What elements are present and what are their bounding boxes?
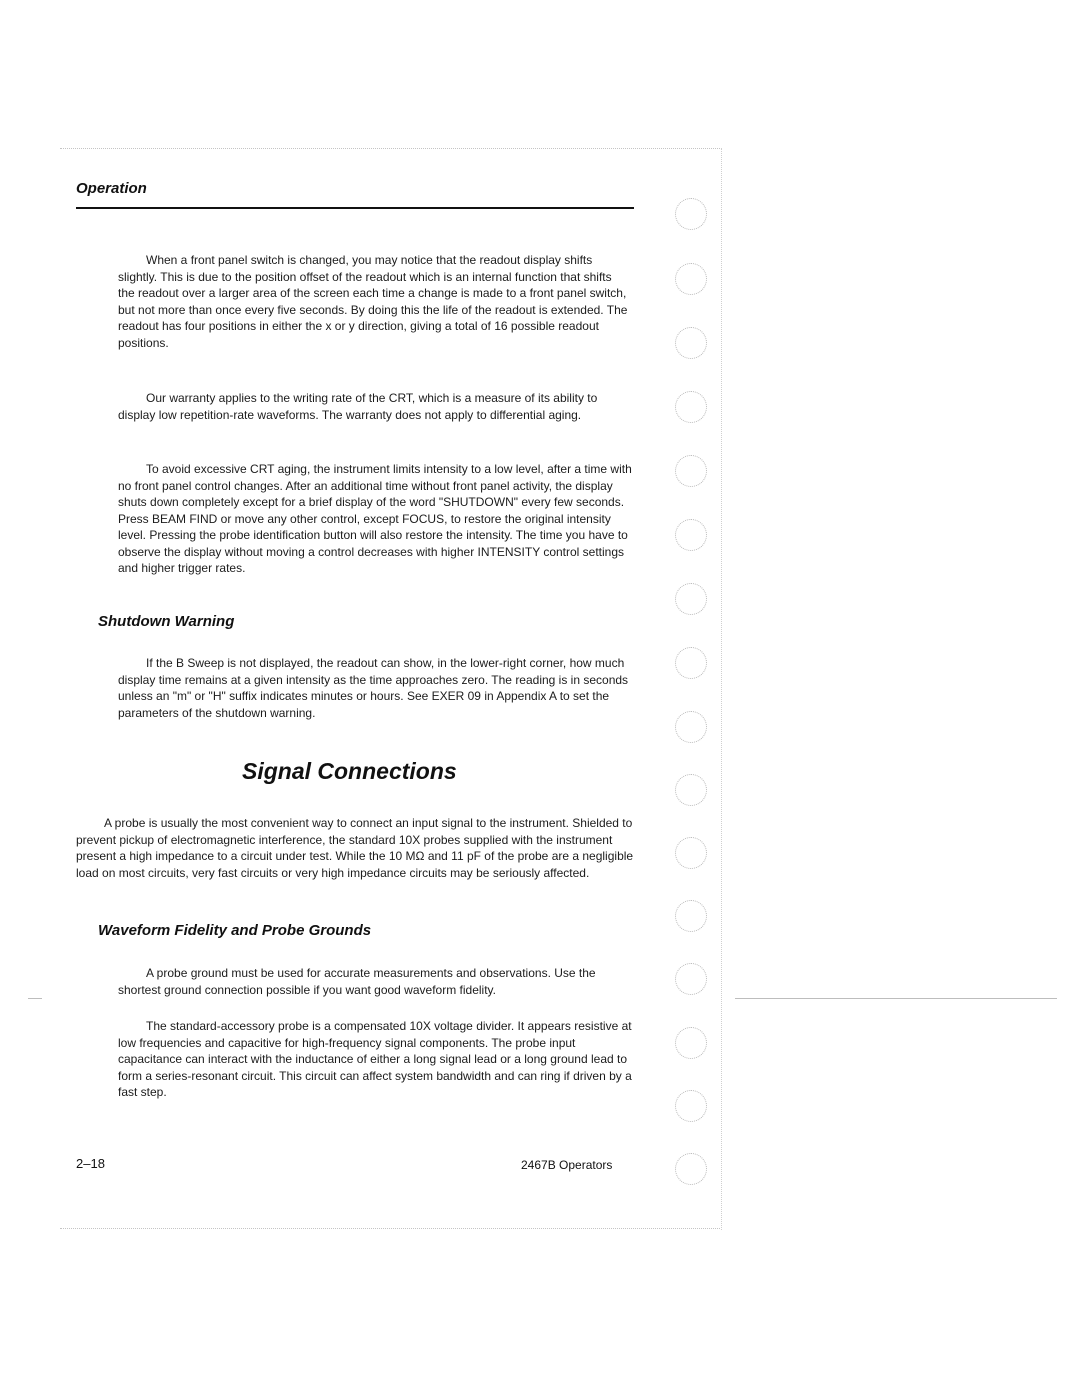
- paragraph-probe: A probe is usually the most convenient way to connect an input signal to the instrument. Shielded to prevent pickup of electromagnetic interference, the standard 10X probes supplied with the instrument present a high impedance to a circuit under test. While the 10 MΩ and 11 pF of the probe are a negligible load on most circuits, very fast circuits or very high impedance circuits may be seriously affected.: [76, 816, 634, 880]
- header-rule: [76, 207, 634, 209]
- binder-hole: [675, 198, 707, 230]
- binder-hole: [675, 519, 707, 551]
- binder-hole: [675, 963, 707, 995]
- paragraph-probe-ground: A probe ground must be used for accurate measurements and observations. Use the shortest ground connection possible if you want good waveform fidelity.: [118, 966, 596, 997]
- page-number: 2–18: [76, 1156, 105, 1171]
- binder-hole: [675, 1027, 707, 1059]
- binder-hole: [675, 647, 707, 679]
- paragraph-warranty: Our warranty applies to the writing rate of the CRT, which is a measure of its ability to display low repetition-rate waveforms. The warranty does not apply to differential aging.: [118, 391, 598, 422]
- binder-hole: [675, 391, 707, 423]
- paragraph-crt-aging: To avoid excessive CRT aging, the instrument limits intensity to a low level, after a time with no front panel control changes. After an additional time without front panel activity, the display shuts down completely except for a brief display of the word "SHUTDOWN" every few seconds. Press BEAM FIND or move any other control, except FOCUS, to restore the original intensity level. Pressing the probe identification button will also restore the intensity. The time you have to observe the display without moving a control decreases with higher INTENSITY control settings and higher trigger rates.: [118, 462, 632, 575]
- binder-hole: [675, 455, 707, 487]
- paragraph-shutdown: If the B Sweep is not displayed, the readout can show, in the lower-right corner, how much display time remains at a given intensity as the time approaches zero. The reading is in seconds unless an "m" or "H" suffix indicates minutes or hours. See EXER 09 in Appendix A to set the parameters of the shutdown warning.: [118, 656, 629, 720]
- heading-signal-connections: Signal Connections: [242, 758, 457, 784]
- margin-rule: [735, 998, 1057, 999]
- binding-edge-line: [721, 148, 722, 1230]
- binder-hole: [675, 774, 707, 806]
- binder-hole: [675, 263, 707, 295]
- section-label: Operation: [76, 180, 147, 197]
- paragraph-compensated-probe: The standard-accessory probe is a compensated 10X voltage divider. It appears resistive at low frequencies and capacitive for high-frequency signal components. The probe input capacitance can interact with the inductance of either a long signal lead or a long ground lead to form a series-resonant circuit. This circuit can affect system bandwidth and can ring if driven by a fast step.: [118, 1019, 632, 1099]
- binder-hole: [675, 583, 707, 615]
- heading-shutdown-warning: Shutdown Warning: [98, 613, 235, 630]
- binder-hole: [675, 1153, 707, 1185]
- paragraph-readout-shift: When a front panel switch is changed, you may notice that the readout display shifts slightly. This is due to the position offset of the readout which is an internal function that shifts the readout over a larger area of the screen each time a change is made to a front panel switch, but not more than once every five seconds. By doing this the life of the readout is extended. The readout has four positions in either the x or y direction, giving a total of 16 possible readout positions.: [118, 253, 628, 350]
- top-edge-line: [60, 148, 720, 149]
- binder-hole: [675, 327, 707, 359]
- manual-title: 2467B Operators: [521, 1158, 613, 1172]
- margin-mark: [28, 998, 42, 999]
- binder-hole: [675, 711, 707, 743]
- heading-waveform-fidelity: Waveform Fidelity and Probe Grounds: [98, 922, 372, 939]
- binder-hole: [675, 900, 707, 932]
- binder-hole: [675, 1090, 707, 1122]
- binder-hole: [675, 837, 707, 869]
- bottom-edge-line: [60, 1228, 720, 1229]
